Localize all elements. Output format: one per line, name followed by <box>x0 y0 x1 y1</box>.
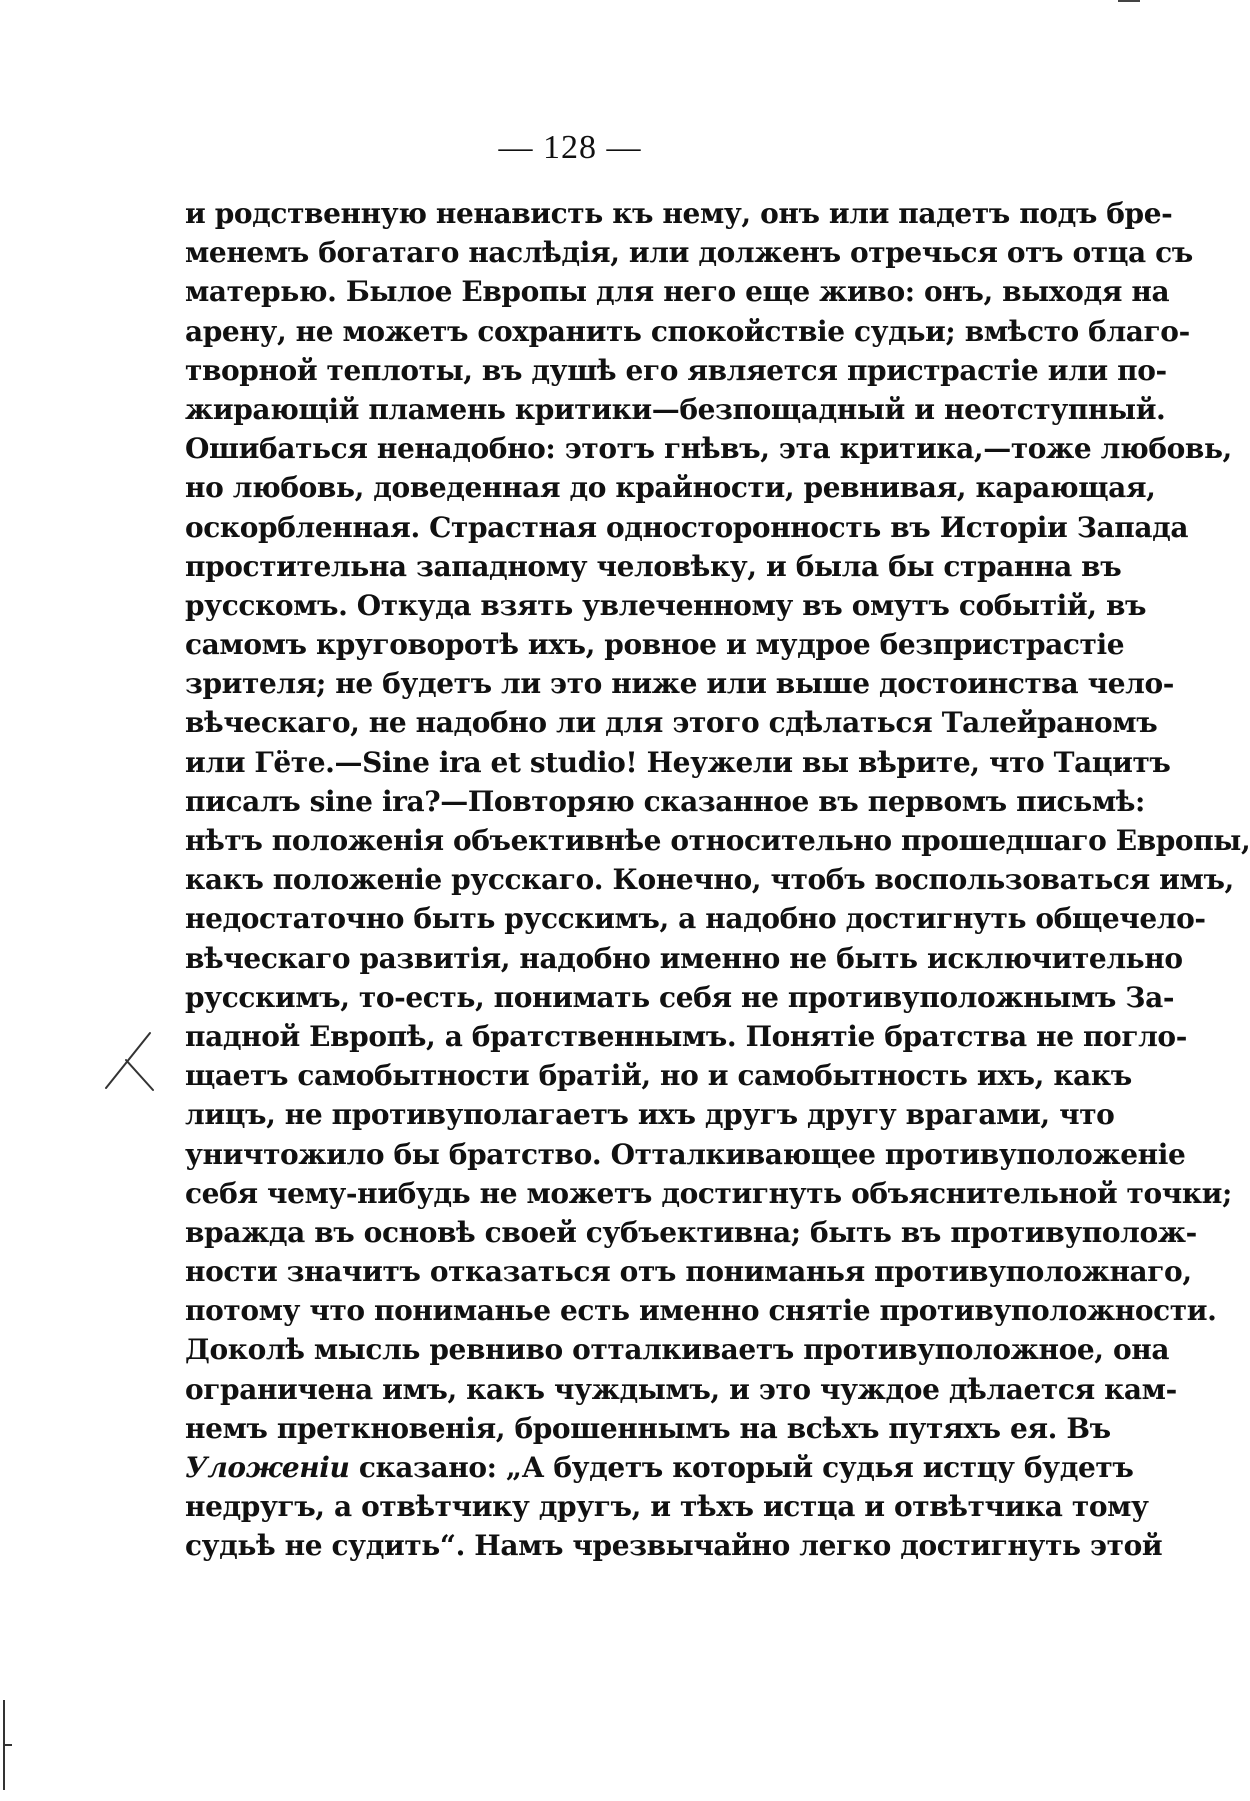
text-line: Доколѣ мысль ревниво отталкиваетъ противуположное, она <box>185 1333 1170 1367</box>
body-text <box>185 194 1250 1566</box>
text-line: и родственную ненависть къ нему, онъ или падетъ подъ бре- <box>185 197 1173 230</box>
text-line: русскимъ, то-есть, понимать себя не противуположнымъ За- <box>185 980 1175 1014</box>
text-line: вѣческаго, не надобно ли для этого сдѣлаться Талейраномъ <box>185 706 1158 740</box>
text-line: менемъ богатаго наслѣдія, или долженъ отречься отъ отца съ <box>185 236 1193 270</box>
scan-edge-tick <box>0 1700 16 1790</box>
text-line: матерью. Былое Европы для него еще живо: онъ, выходя на <box>185 275 1170 309</box>
text-line: щаетъ самобытности братій, но и самобытность ихъ, какъ <box>185 1059 1132 1093</box>
text-line: себя чему-нибудь не можетъ достигнуть объяснительной точки; <box>185 1176 1232 1210</box>
text-line: простительна западному человѣку, и была бы странна въ <box>185 549 1122 583</box>
text-line: Ошибаться ненадобно: этотъ гнѣвъ, эта критика,—тоже любовь, <box>185 432 1232 466</box>
line-rest: сказано: „А будетъ который судья истцу будетъ <box>349 1451 1134 1484</box>
text-line-with-italic <box>185 1448 1134 1487</box>
text-line: оскорбленная. Страстная односторонность въ Исторіи Запада <box>185 510 1189 544</box>
text-line: зрителя; не будетъ ли это ниже или выше достоинства чело- <box>185 667 1174 701</box>
text-line: арену, не можетъ сохранить спокойствіе судьи; вмѣсто благо- <box>185 314 1190 348</box>
text-line: но любовь, доведенная до крайности, ревнивая, карающая, <box>185 471 1156 505</box>
text-line: лицъ, не противуполагаетъ ихъ другъ другу врагами, что <box>185 1098 1115 1132</box>
text-line: судьѣ не судить“. Намъ чрезвычайно легко достигнуть этой <box>185 1529 1163 1563</box>
text-line: падной Европѣ, а братственнымъ. Понятіе братства не погло- <box>185 1019 1187 1053</box>
text-line: писалъ sine ira?—Повторяю сказанное въ первомъ письмѣ: <box>185 784 1145 818</box>
text-line: ограничена имъ, какъ чуждымъ, и это чуждое дѣлается кам- <box>185 1372 1177 1406</box>
text-line: самомъ круговоротѣ ихъ, ровное и мудрое безпристрастіе <box>185 628 1125 662</box>
text-line: немъ преткновенія, брошеннымъ на всѣхъ путяхъ ея. Въ <box>185 1411 1111 1445</box>
italic-title: Уложеніи <box>185 1451 350 1484</box>
text-line: творной теплоты, въ душѣ его является пристрастіе или по- <box>185 353 1167 387</box>
text-line: ности значитъ отказаться отъ пониманья противуположнаго, <box>185 1255 1192 1289</box>
text-line: нѣтъ положенія объективнѣе относительно прошедшаго Европы, <box>185 824 1250 857</box>
text-line: потому что пониманье есть именно снятіе противуположности. <box>185 1294 1217 1328</box>
text-line: недругъ, а отвѣтчику другъ, и тѣхъ истца и отвѣтчика тому <box>185 1490 1149 1524</box>
page-number: — 128 — <box>498 129 642 166</box>
text-line: вѣческаго развитія, надобно именно не быть исключительно <box>185 941 1183 975</box>
text-line: недостаточно быть русскимъ, а надобно достигнуть общечело- <box>185 902 1206 936</box>
scan-edge-mark <box>1118 0 1140 12</box>
text-line: какъ положеніе русскаго. Конечно, чтобъ воспользоваться имъ, <box>185 863 1234 897</box>
handwritten-x-mark <box>98 1030 156 1092</box>
text-line: или Гёте.—Sine ira et studio! Неужели вы вѣрите, что Тацитъ <box>185 745 1171 779</box>
text-line: вражда въ основѣ своей субъективна; быть въ противуполож- <box>185 1215 1197 1249</box>
text-line: жирающій пламень критики—безпощадный и неотступный. <box>185 392 1166 426</box>
text-line: русскомъ. Откуда взять увлеченному въ омутъ событій, въ <box>185 588 1147 622</box>
text-line: уничтожило бы братство. Отталкивающее противуположеніе <box>185 1137 1186 1171</box>
